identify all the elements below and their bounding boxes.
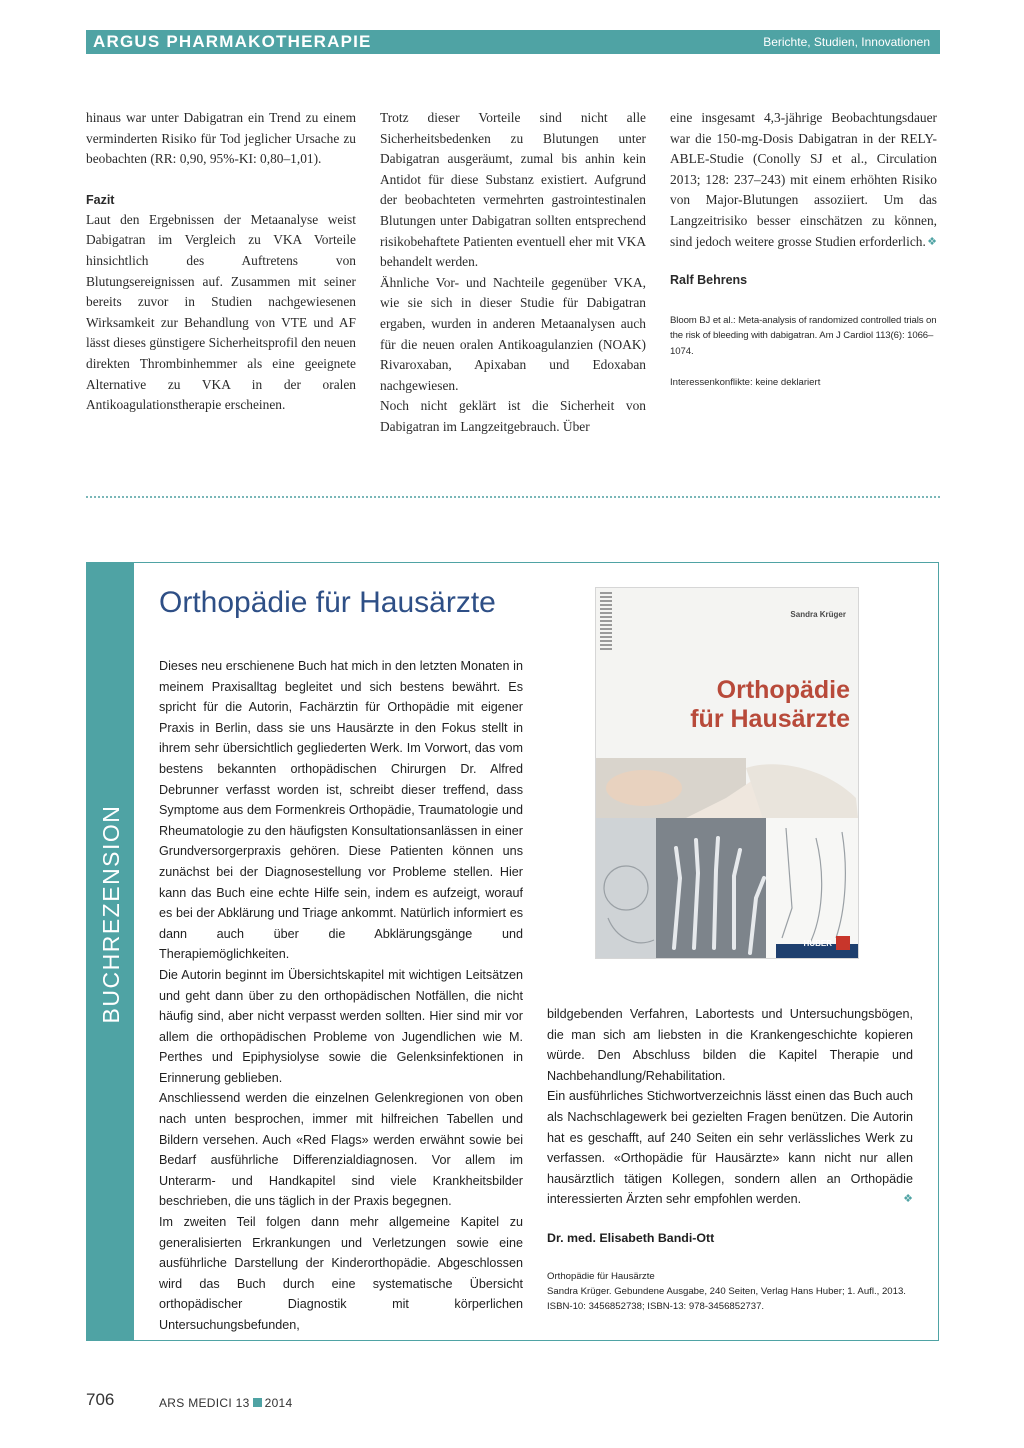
review-paragraph: Ein ausführliches Stichwortverzeichnis lässt einen das Buch auch als Nachschlagewerk bei gezielten Fragen benützen. Die Autorin hat es geschafft, auf 240 Seiten ein sehr verlässliches Werk zu verfassen. «Orthopädie für Hausärzte» kann nicht nur allen hausärztlich tätigen Kollegen, sondern allen an Orthopädie interessierten Ärzten sehr empfohlen werden. ❖ bbox=[547, 1086, 913, 1210]
cover-author: Sandra Krüger bbox=[790, 610, 846, 619]
article-author: Ralf Behrens bbox=[670, 273, 748, 288]
article-paragraph: Trotz dieser Vorteile sind nicht alle Sicherheitsbedenken zu Blutungen unter Dabigatran ausgeräumt, zumal bis anhin kein Antidot für diese Substanz existiert. Aufgrund der beobachteten vermehrten gastrointestinalen Blutungen unter Dabigatran sollten entsprechend risikobehaftete Patienten eventuell eher mit VKA behandelt werden. bbox=[380, 110, 646, 270]
book-reference bbox=[547, 1269, 913, 1314]
review-paragraph: Die Autorin beginnt im Übersichtskapitel mit wichtigen Leitsätzen und geht dann über zu den orthopädischen Notfällen, die nicht häufig sind, aber nicht verpasst werden sollten. Hier sind mir vor allem die orthopädischen Probleme von Jugendlichen wie M. Perthes und Epiphysiolyse sowie die Gelenksinfektionen in Erinnerung geblieben. bbox=[159, 967, 523, 1085]
book-title-ref: Orthopädie für Hausärzte bbox=[547, 1270, 655, 1282]
review-column-right bbox=[547, 1004, 913, 1314]
review-author: Dr. med. Elisabeth Bandi-Ott bbox=[547, 1230, 715, 1245]
review-paragraph: bildgebenden Verfahren, Labortests und Untersuchungsbögen, die man sich am liebsten in die Krankengeschichte kopieren würde. Den Abschluss bilden die Kapitel Therapie und Nachbehandlung/Rehabilitation. bbox=[547, 1007, 913, 1083]
book-cover-image bbox=[595, 587, 859, 959]
article-reference: Bloom BJ et al.: Meta-analysis of randomized controlled trials on the risk of bleeding with dabigatran. Am J Cardiol 113(6): 1066–1074. bbox=[670, 314, 937, 357]
conflicts-of-interest: Interessenkonflikte: keine deklariert bbox=[670, 377, 821, 389]
article-paragraph: Noch nicht geklärt ist die Sicherheit von Dabigatran im Langzeitgebrauch. Über bbox=[380, 398, 646, 434]
page-number: 706 bbox=[86, 1390, 115, 1409]
article-column-3 bbox=[670, 108, 937, 390]
review-paragraph: Im zweiten Teil folgen dann mehr allgemeine Kapitel zu generalisierten Erkrankungen und Verletzungen sowie eine ausführliche Darstellung der Kinderorthopädie. Abgeschlossen wird das Buch durch eine systematische Übersicht orthopädischer Diagnostik mit körperlichen Untersuchungsbefunden, bbox=[159, 1215, 523, 1332]
book-isbn-ref: ISBN-10: 3456852738; ISBN-13: 978-3456852737. bbox=[547, 1300, 765, 1312]
cover-publisher: HUBER bbox=[803, 939, 832, 948]
page-header bbox=[86, 30, 940, 54]
article-paragraph: Ähnliche Vor- und Nachteile gegenüber VKA, wie sie sich in dieser Studie für Dabigatran ergaben, wurden in anderen Metaanalysen auch für die neuen oralen Antikoagulanzien (NOAK) Rivaroxaban, Apixaban und Edoxaban nachgewiesen. bbox=[380, 274, 646, 393]
barcode-strip bbox=[600, 592, 612, 652]
article-paragraph: hinaus war unter Dabigatran ein Trend zu einem verminderten Risiko für Tod jeglicher Ursache zu beobachten (RR: 0,90, 95%-KI: 0,80–1,01). bbox=[86, 110, 356, 167]
cover-title: Orthopädie für Hausärzte bbox=[690, 676, 850, 733]
end-mark-icon: ❖ bbox=[927, 235, 937, 248]
dotted-divider bbox=[86, 496, 940, 498]
end-mark-icon: ❖ bbox=[903, 1193, 913, 1206]
publisher-logo-icon bbox=[836, 936, 850, 950]
journal-section-title: ARGUS PHARMAKOTHERAPIE bbox=[93, 32, 372, 51]
publication-info: ARS MEDICI 13 2014 bbox=[159, 1396, 293, 1410]
section-band bbox=[87, 563, 134, 1340]
article-paragraph: eine insgesamt 4,3-jährige Beobachtungsdauer war die 150-mg-Dosis Dabigatran in der RELY-ABLE-Studie (Conolly SJ et al., Circulation 2013; 128: 237–243) mit einem erhöhten Risiko von Major-Blutungen assoziiert. Um das Langzeitrisiko besser einschätzen zu können, sind jedoch weitere grosse Studien erforderlich. ❖ bbox=[670, 108, 937, 252]
section-tagline: Berichte, Studien, Innovationen bbox=[763, 35, 930, 49]
square-separator-icon bbox=[253, 1398, 262, 1407]
article-column-1 bbox=[86, 108, 356, 416]
section-label: BUCHREZENSION bbox=[98, 804, 124, 1024]
article-column-2 bbox=[380, 108, 646, 438]
book-review-box bbox=[86, 562, 939, 1341]
fazit-paragraph: Laut den Ergebnissen der Metaanalyse weist Dabigatran im Vergleich zu VKA Vorteile hinsichtlich des Auftretens von Blutungsereignissen auf. Zusammen mit seiner bereits zuvor in Studien nachgewiesenen Wirksamkeit zur Behandlung von VTE und AF lässt dieses günstigere Sicherheitsprofil den neuen direkten Thrombinhemmer als eine geeignete Alternative zu VKA in der oralen Antikoagulationstherapie erscheinen. bbox=[86, 211, 356, 413]
book-details-ref: Sandra Krüger. Gebundene Ausgabe, 240 Seiten, Verlag Hans Huber; 1. Aufl., 2013. bbox=[547, 1285, 906, 1297]
cover-collage-illustration bbox=[596, 758, 859, 959]
fazit-heading: Fazit bbox=[86, 192, 115, 207]
review-column-left bbox=[159, 656, 523, 1336]
review-title: Orthopädie für Hausärzte bbox=[159, 586, 496, 619]
review-paragraph: Dieses neu erschienene Buch hat mich in den letzten Monaten in meinem Praxisalltag begleitet und sich bestens bewährt. Es spricht für die Autorin, Fachärztin für Orthopädie mit eigener Praxis in Berlin, dass sie uns Hausärzte in den Fokus stellt in ihrem sehr übersichtlich gegliederten Werk. Im Vorwort, das vom bestens bekannten orthopädischen Chirurgen Dr. Alfred Debrunner verfasst worden ist, schreibt dieser treffend, dass Symptome aus dem Formenkreis Orthopädie, Traumatologie und Rheumatologie zu den häufigsten Konsultationsanlässen in einer Grundversorgerpraxis gehören. Diese Patienten können uns zunächst bei der Diagnosestellung vor Probleme stellen. Hier kann das Buch eine echte Hilfe sein, indem es aufzeigt, worauf es bei der Abklärung und Triage ankommt. Natürlich informiert es dann auch über die Abklärungsgänge und Therapiemöglichkeiten. bbox=[159, 659, 523, 962]
review-paragraph: Anschliessend werden die einzelnen Gelenkregionen von oben nach unten besprochen, immer mit hilfreichen Tabellen und Bildern versehen. Auch «Red Flags» werden erwähnt sowie bei Bedarf ausführliche Differenzialdiagnosen. Vor allem im Unterarm- und Handkapitel sind viele Krankheitsbilder beschrieben, die uns täglich in der Praxis begegnen. bbox=[159, 1091, 523, 1209]
